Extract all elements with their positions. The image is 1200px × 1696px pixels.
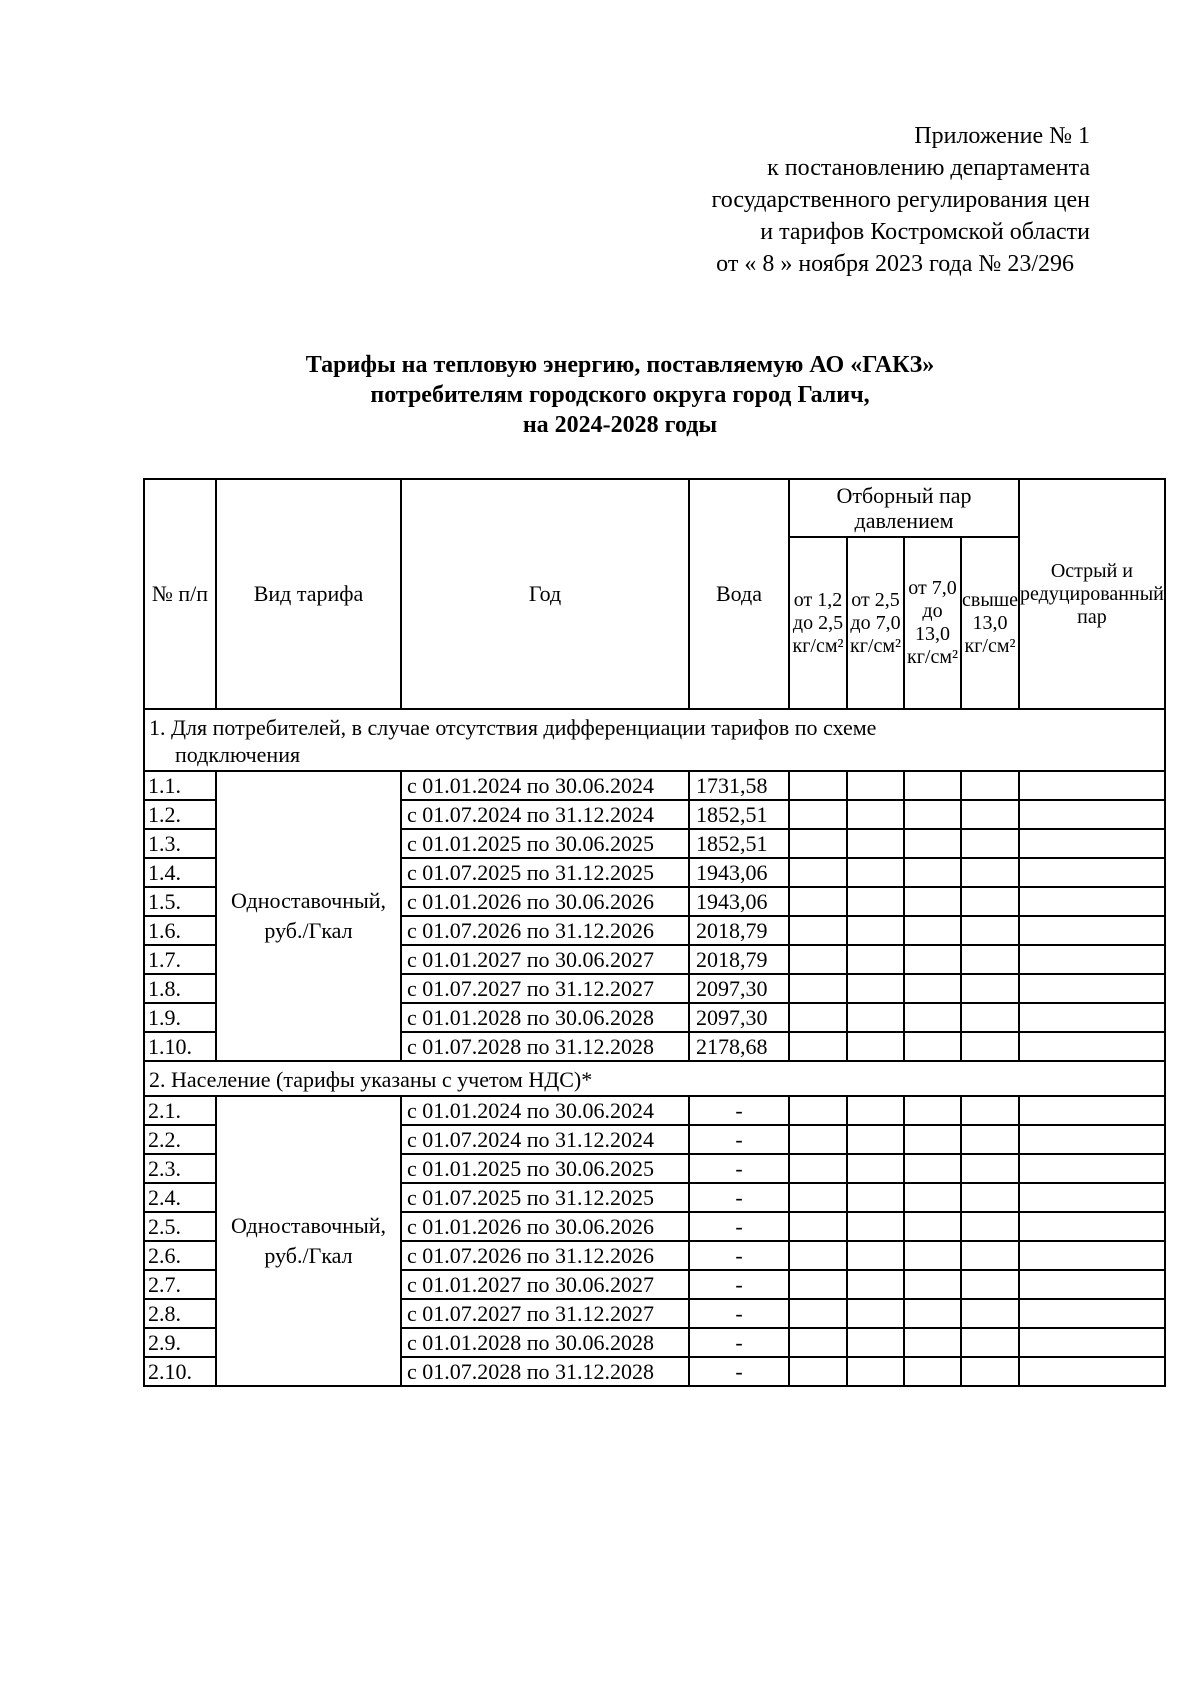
tariff-table: [143, 478, 1166, 1387]
section-title: [144, 1061, 1165, 1096]
empty-steam-cell: [847, 829, 904, 858]
header-year: Год: [401, 479, 689, 709]
empty-steam-cell: [904, 945, 961, 974]
empty-steam-cell: [961, 974, 1019, 1003]
row-water-value: -: [689, 1270, 789, 1299]
section-row: [144, 709, 1165, 771]
empty-steam-cell: [961, 916, 1019, 945]
row-number: 1.7.: [144, 945, 216, 974]
row-number: 2.1.: [144, 1096, 216, 1125]
header-steam-2: от 2,5 до 7,0 кг/см²: [847, 537, 904, 709]
appendix-line: от « 8 » ноября 2023 года № 23/296: [716, 251, 1074, 277]
empty-steam-cell: [904, 1241, 961, 1270]
row-water-value: 1943,06: [689, 887, 789, 916]
empty-steam-cell: [904, 1154, 961, 1183]
empty-steam-cell: [789, 1003, 847, 1032]
empty-steam-cell: [904, 1183, 961, 1212]
row-water-value: -: [689, 1328, 789, 1357]
header-sharp-steam: Острый и редуцированный пар: [1019, 479, 1165, 709]
row-period: с 01.07.2026 по 31.12.2026: [401, 916, 689, 945]
empty-steam-cell: [847, 800, 904, 829]
row-number: 2.6.: [144, 1241, 216, 1270]
empty-steam-cell: [847, 1032, 904, 1061]
empty-steam-cell: [1019, 916, 1165, 945]
empty-steam-cell: [789, 1125, 847, 1154]
row-number: 2.7.: [144, 1270, 216, 1299]
empty-steam-cell: [904, 1125, 961, 1154]
header-water: Вода: [689, 479, 789, 709]
row-water-value: 2178,68: [689, 1032, 789, 1061]
empty-steam-cell: [847, 945, 904, 974]
empty-steam-cell: [789, 974, 847, 1003]
empty-steam-cell: [847, 1003, 904, 1032]
empty-steam-cell: [789, 1183, 847, 1212]
row-water-value: 2018,79: [689, 916, 789, 945]
empty-steam-cell: [1019, 1270, 1165, 1299]
empty-steam-cell: [961, 1212, 1019, 1241]
row-number: 2.5.: [144, 1212, 216, 1241]
empty-steam-cell: [961, 1270, 1019, 1299]
empty-steam-cell: [1019, 771, 1165, 800]
empty-steam-cell: [904, 1270, 961, 1299]
row-number: 1.2.: [144, 800, 216, 829]
row-water-value: -: [689, 1357, 789, 1386]
empty-steam-cell: [1019, 945, 1165, 974]
tariff-kind-line: Одноставочный,: [230, 1213, 387, 1238]
tariff-kind-unit: руб./Гкал: [264, 1243, 353, 1268]
row-period: с 01.07.2027 по 31.12.2027: [401, 974, 689, 1003]
empty-steam-cell: [847, 887, 904, 916]
empty-steam-cell: [1019, 1154, 1165, 1183]
empty-steam-cell: [847, 916, 904, 945]
row-water-value: 2097,30: [689, 1003, 789, 1032]
row-period: с 01.01.2028 по 30.06.2028: [401, 1328, 689, 1357]
empty-steam-cell: [961, 858, 1019, 887]
row-number: 2.4.: [144, 1183, 216, 1212]
empty-steam-cell: [961, 1125, 1019, 1154]
row-number: 1.1.: [144, 771, 216, 800]
section-row: [144, 1061, 1165, 1096]
empty-steam-cell: [904, 1032, 961, 1061]
header-num: № п/п: [144, 479, 216, 709]
row-water-value: 1731,58: [689, 771, 789, 800]
empty-steam-cell: [789, 887, 847, 916]
empty-steam-cell: [847, 1299, 904, 1328]
row-period: с 01.07.2024 по 31.12.2024: [401, 800, 689, 829]
empty-steam-cell: [961, 771, 1019, 800]
empty-steam-cell: [1019, 1125, 1165, 1154]
row-number: 2.10.: [144, 1357, 216, 1386]
empty-steam-cell: [789, 829, 847, 858]
empty-steam-cell: [789, 1328, 847, 1357]
empty-steam-cell: [961, 1328, 1019, 1357]
empty-steam-cell: [1019, 1241, 1165, 1270]
empty-steam-cell: [847, 1183, 904, 1212]
empty-steam-cell: [1019, 858, 1165, 887]
row-number: 1.10.: [144, 1032, 216, 1061]
row-period: с 01.01.2025 по 30.06.2025: [401, 1154, 689, 1183]
empty-steam-cell: [789, 1270, 847, 1299]
empty-steam-cell: [789, 800, 847, 829]
empty-steam-cell: [1019, 974, 1165, 1003]
header-steam-1: от 1,2 до 2,5 кг/см²: [789, 537, 847, 709]
empty-steam-cell: [904, 858, 961, 887]
empty-steam-cell: [847, 1096, 904, 1125]
header-steam-3: от 7,0 до 13,0 кг/см²: [904, 537, 961, 709]
empty-steam-cell: [904, 916, 961, 945]
empty-steam-cell: [847, 1270, 904, 1299]
empty-steam-cell: [904, 771, 961, 800]
empty-steam-cell: [847, 771, 904, 800]
appendix-block: [590, 120, 1090, 280]
empty-steam-cell: [847, 1241, 904, 1270]
empty-steam-cell: [789, 858, 847, 887]
empty-steam-cell: [961, 1183, 1019, 1212]
appendix-line: государственного регулирования цен: [711, 187, 1090, 213]
section-title-line: 1. Для потребителей, в случае отсутствия дифференциации тарифов по схеме: [149, 715, 877, 740]
header-kind: Вид тарифа: [216, 479, 401, 709]
row-number: 1.5.: [144, 887, 216, 916]
empty-steam-cell: [789, 1357, 847, 1386]
row-number: 1.9.: [144, 1003, 216, 1032]
row-period: с 01.01.2024 по 30.06.2024: [401, 771, 689, 800]
row-period: с 01.07.2025 по 31.12.2025: [401, 1183, 689, 1212]
row-water-value: 2018,79: [689, 945, 789, 974]
section-title-line: 2. Население (тарифы указаны с учетом НДС)*: [149, 1067, 593, 1092]
row-period: с 01.01.2025 по 30.06.2025: [401, 829, 689, 858]
row-water-value: -: [689, 1299, 789, 1328]
row-water-value: -: [689, 1125, 789, 1154]
empty-steam-cell: [847, 1212, 904, 1241]
row-number: 2.3.: [144, 1154, 216, 1183]
empty-steam-cell: [961, 1096, 1019, 1125]
row-number: 2.2.: [144, 1125, 216, 1154]
appendix-line: и тарифов Костромской области: [760, 219, 1090, 245]
empty-steam-cell: [961, 1299, 1019, 1328]
empty-steam-cell: [961, 945, 1019, 974]
row-water-value: 1852,51: [689, 800, 789, 829]
row-period: с 01.07.2026 по 31.12.2026: [401, 1241, 689, 1270]
empty-steam-cell: [789, 771, 847, 800]
row-water-value: -: [689, 1212, 789, 1241]
row-period: с 01.07.2025 по 31.12.2025: [401, 858, 689, 887]
row-water-value: -: [689, 1183, 789, 1212]
empty-steam-cell: [1019, 1357, 1165, 1386]
title-line: потребителям городского округа город Галич,: [370, 382, 870, 408]
row-number: 1.4.: [144, 858, 216, 887]
empty-steam-cell: [1019, 800, 1165, 829]
header-steam-4: свыше 13,0 кг/см²: [961, 537, 1019, 709]
empty-steam-cell: [904, 1003, 961, 1032]
empty-steam-cell: [961, 800, 1019, 829]
table-row: [144, 771, 1165, 800]
empty-steam-cell: [789, 1154, 847, 1183]
empty-steam-cell: [789, 1096, 847, 1125]
row-period: с 01.01.2024 по 30.06.2024: [401, 1096, 689, 1125]
empty-steam-cell: [847, 1154, 904, 1183]
empty-steam-cell: [961, 1032, 1019, 1061]
table-row: [144, 1096, 1165, 1125]
row-number: 2.9.: [144, 1328, 216, 1357]
row-water-value: 1852,51: [689, 829, 789, 858]
tariff-kind: [216, 1096, 401, 1386]
row-water-value: -: [689, 1096, 789, 1125]
tariff-kind-line: Одноставочный,: [230, 888, 387, 913]
empty-steam-cell: [904, 1212, 961, 1241]
empty-steam-cell: [904, 974, 961, 1003]
empty-steam-cell: [847, 1328, 904, 1357]
row-number: 2.8.: [144, 1299, 216, 1328]
section-title-line: подключения: [175, 742, 301, 767]
row-water-value: 2097,30: [689, 974, 789, 1003]
row-water-value: -: [689, 1241, 789, 1270]
row-number: 1.8.: [144, 974, 216, 1003]
empty-steam-cell: [1019, 1003, 1165, 1032]
empty-steam-cell: [847, 1357, 904, 1386]
empty-steam-cell: [904, 829, 961, 858]
empty-steam-cell: [961, 1357, 1019, 1386]
empty-steam-cell: [1019, 1212, 1165, 1241]
empty-steam-cell: [789, 1299, 847, 1328]
empty-steam-cell: [961, 1003, 1019, 1032]
document-title: [140, 350, 1100, 440]
empty-steam-cell: [1019, 1328, 1165, 1357]
row-period: с 01.01.2028 по 30.06.2028: [401, 1003, 689, 1032]
empty-steam-cell: [904, 1328, 961, 1357]
title-line: Тарифы на тепловую энергию, поставляемую АО «ГАКЗ»: [305, 352, 935, 378]
empty-steam-cell: [904, 1096, 961, 1125]
empty-steam-cell: [847, 974, 904, 1003]
empty-steam-cell: [961, 829, 1019, 858]
empty-steam-cell: [847, 858, 904, 887]
empty-steam-cell: [904, 1299, 961, 1328]
tariff-kind-unit: руб./Гкал: [264, 918, 353, 943]
row-period: с 01.07.2028 по 31.12.2028: [401, 1032, 689, 1061]
empty-steam-cell: [961, 1154, 1019, 1183]
row-water-value: -: [689, 1154, 789, 1183]
empty-steam-cell: [789, 1032, 847, 1061]
appendix-line: к постановлению департамента: [767, 155, 1090, 181]
empty-steam-cell: [789, 1212, 847, 1241]
row-period: с 01.07.2027 по 31.12.2027: [401, 1299, 689, 1328]
row-number: 1.3.: [144, 829, 216, 858]
section-title: [144, 709, 1165, 771]
row-number: 1.6.: [144, 916, 216, 945]
empty-steam-cell: [904, 1357, 961, 1386]
appendix-line: Приложение № 1: [914, 123, 1090, 149]
row-period: с 01.07.2028 по 31.12.2028: [401, 1357, 689, 1386]
empty-steam-cell: [1019, 1183, 1165, 1212]
empty-steam-cell: [789, 1241, 847, 1270]
row-period: с 01.01.2026 по 30.06.2026: [401, 887, 689, 916]
row-period: с 01.01.2027 по 30.06.2027: [401, 1270, 689, 1299]
empty-steam-cell: [1019, 1299, 1165, 1328]
empty-steam-cell: [1019, 1032, 1165, 1061]
row-period: с 01.01.2026 по 30.06.2026: [401, 1212, 689, 1241]
row-water-value: 1943,06: [689, 858, 789, 887]
empty-steam-cell: [1019, 829, 1165, 858]
empty-steam-cell: [847, 1125, 904, 1154]
header-steam-group: Отборный пар давлением: [789, 479, 1019, 537]
empty-steam-cell: [961, 887, 1019, 916]
empty-steam-cell: [904, 800, 961, 829]
empty-steam-cell: [961, 1241, 1019, 1270]
empty-steam-cell: [789, 916, 847, 945]
empty-steam-cell: [1019, 1096, 1165, 1125]
tariff-kind: [216, 771, 401, 1061]
row-period: с 01.01.2027 по 30.06.2027: [401, 945, 689, 974]
empty-steam-cell: [789, 945, 847, 974]
empty-steam-cell: [1019, 887, 1165, 916]
title-line: на 2024-2028 годы: [522, 412, 718, 438]
row-period: с 01.07.2024 по 31.12.2024: [401, 1125, 689, 1154]
empty-steam-cell: [904, 887, 961, 916]
